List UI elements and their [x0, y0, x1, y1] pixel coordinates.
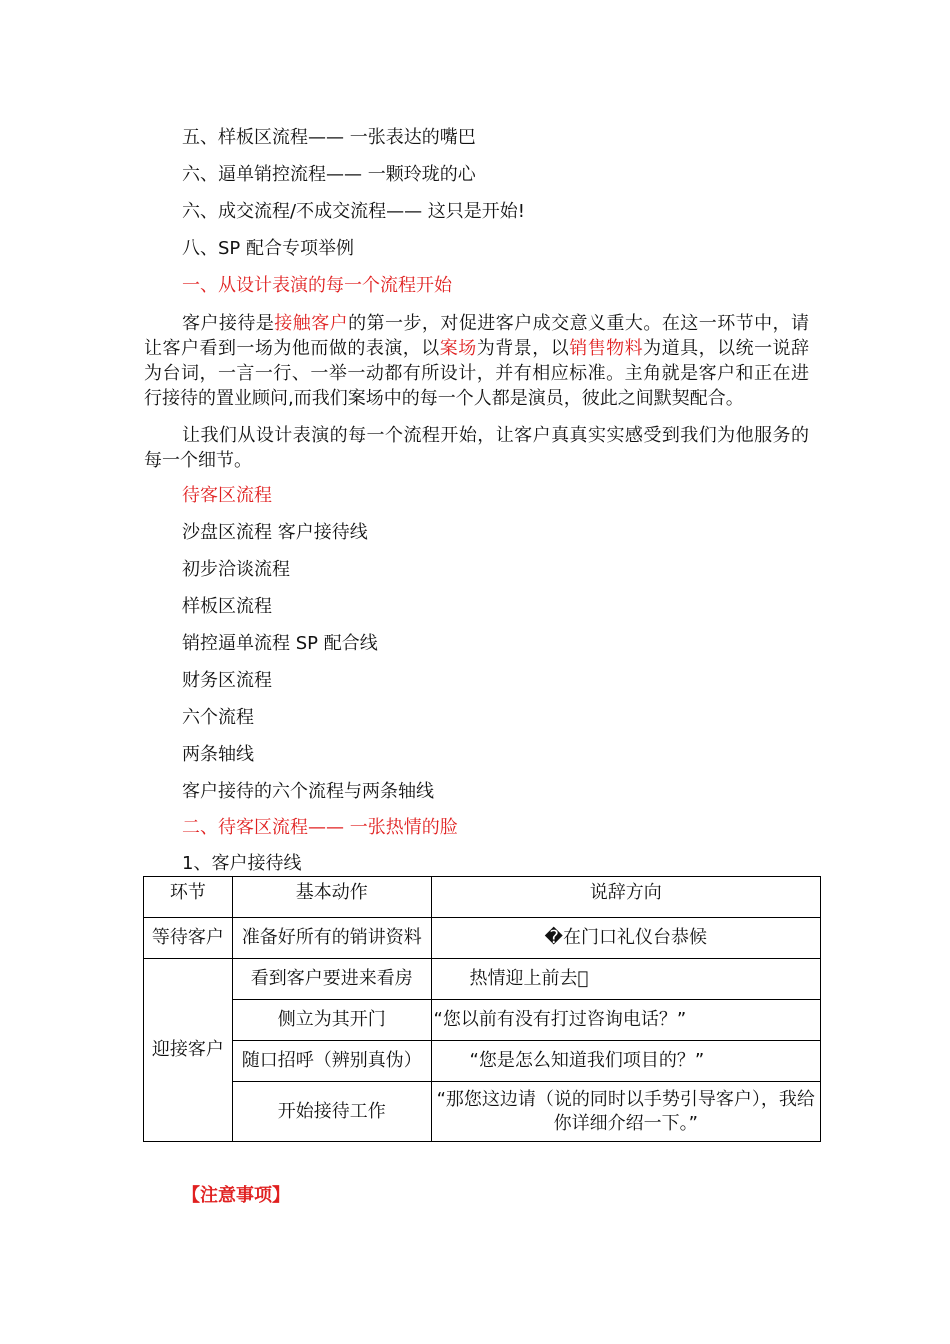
action-cell: 开始接待工作 [232, 1082, 431, 1142]
flow-list-item: 六个流程 [182, 707, 254, 728]
para2-text: 让我们从设计表演的每一个流程开始，让客户真真实实感受到我们为他服务的每一个细节。 [144, 425, 809, 471]
table-row [144, 959, 821, 1000]
para1-highlight-2: 案场 [439, 338, 477, 359]
script-cell: “那您这边请（说的同时以手势引导客户），我给你详细介绍一下。” [431, 1082, 820, 1142]
action-cell: 看到客户要进来看房 [232, 959, 431, 1000]
para1-highlight-3: 销售物料 [569, 338, 644, 359]
flow-list-item: 初步洽谈流程 [182, 559, 290, 580]
section1-title: 一、从设计表演的每一个流程开始 [182, 275, 452, 296]
flow-list-title: 待客区流程 [182, 485, 272, 506]
script-cell: “您以前有没有打过咨询电话？” [431, 1000, 820, 1041]
para1-text-4: 为道具，以统一说辞为台词，一言一行、一举一动都有所设计，并有相应标准。主角就是客户和正在进行接待的置业顾问,而我们案场中的每一个人都是演员，彼此之间默契配合。 [144, 338, 810, 409]
table-header-row [144, 877, 821, 918]
header-action: 基本动作 [232, 877, 431, 918]
flow-list-item: 销控逼单流程 SP 配合线 [182, 633, 378, 654]
outline-item-4: 八、SP 配合专项举例 [182, 238, 355, 259]
flow-list-item: 两条轴线 [182, 744, 254, 765]
stage-cell: 迎接客户 [144, 959, 233, 1142]
para1-text-3: 为背景，以 [476, 338, 570, 359]
table-row [144, 1041, 821, 1082]
paragraph-1 [144, 311, 809, 411]
notes-title: 【注意事项】 [182, 1185, 290, 1206]
para1-highlight-1: 接触客户 [274, 313, 349, 334]
stage-cell: 等待客户 [144, 918, 233, 959]
header-script: 说辞方向 [431, 877, 820, 918]
flow-list-item: 客户接待的六个流程与两条轴线 [182, 781, 434, 802]
table-row [144, 1000, 821, 1041]
flow-list-item: 财务区流程 [182, 670, 272, 691]
action-cell: 侧立为其开门 [232, 1000, 431, 1041]
script-cell: “您是怎么知道我们项目的？” [431, 1041, 820, 1082]
script-cell: 热情迎上前去 [431, 959, 820, 1000]
action-cell: 准备好所有的销讲资料 [232, 918, 431, 959]
para1-text-2: 的第一步，对促进客户成交意义重大。在这一环节中，请让客户看到一场为他而做的表演，以 [144, 313, 810, 359]
paragraph-2 [144, 423, 809, 473]
reception-table [143, 876, 821, 1142]
para1-text-1: 客户接待是 [182, 313, 275, 334]
flow-list-item: 样板区流程 [182, 596, 272, 617]
action-cell: 随口招呼（辨别真伪） [232, 1041, 431, 1082]
section2-title: 二、待客区流程—— 一张热情的脸 [182, 817, 458, 838]
flow-list-item: 沙盘区流程 客户接待线 [182, 522, 368, 543]
outline-item-2: 六、逼单销控流程—— 一颗玲珑的心 [182, 164, 476, 185]
header-stage: 环节 [144, 877, 233, 918]
script-cell: �在门口礼仪台恭候 [431, 918, 820, 959]
outline-item-3: 六、成交流程/不成交流程—— 这只是开始! [182, 201, 526, 222]
table-caption: 1、客户接待线 [182, 853, 302, 874]
table-row [144, 918, 821, 959]
table-row [144, 1082, 821, 1142]
outline-item-1: 五、样板区流程—— 一张表达的嘴巴 [182, 127, 476, 148]
